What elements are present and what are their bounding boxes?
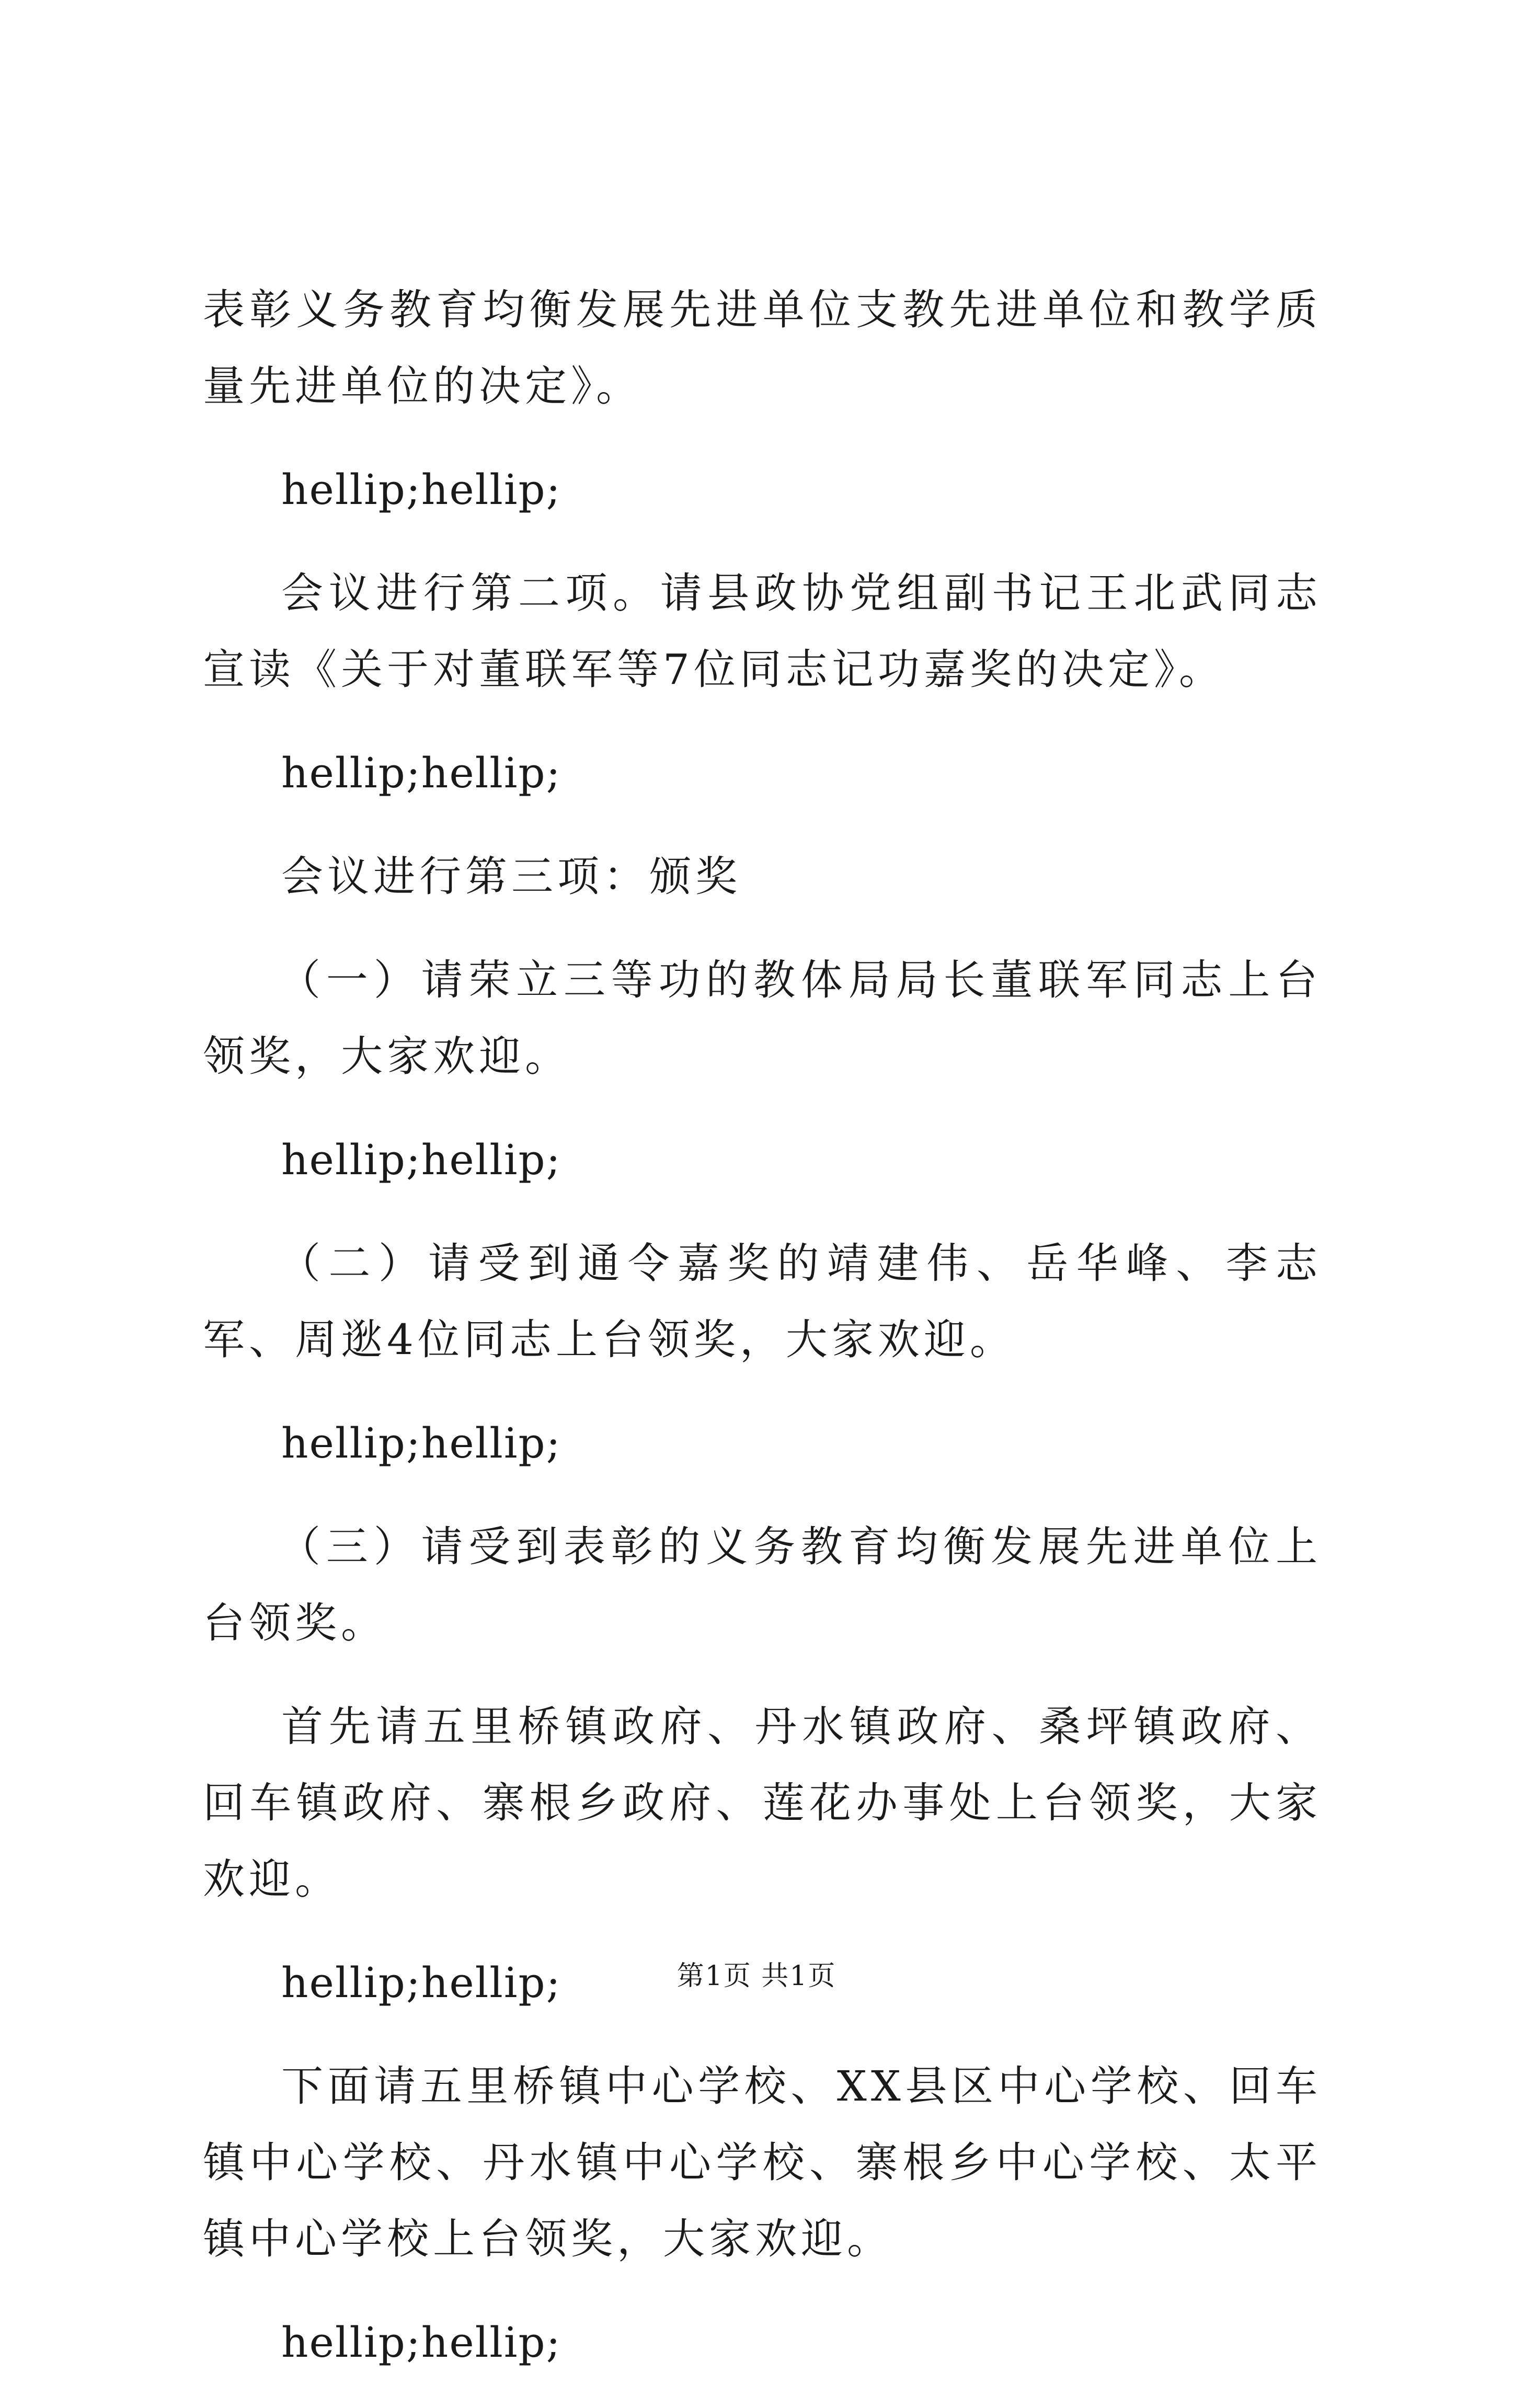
document-body — [203, 272, 1322, 2408]
paragraph-decision-continuation: 表彰义务教育均衡发展先进单位支教先进单位和教学质量先进单位的决定》。 — [203, 285, 1322, 410]
paragraph-award-one: （一）请荣立三等功的教体局局长董联军同志上台领奖，大家欢迎。 — [203, 956, 1322, 1081]
ellipsis-line: hellip;hellip; — [281, 749, 561, 797]
paragraph-town-governments: 首先请五里桥镇政府、丹水镇政府、桑坪镇政府、回车镇政府、寨根乡政府、莲花办事处上台领奖，大家欢迎。 — [203, 1702, 1322, 1904]
paragraph-item-three: 会议进行第三项：颁奖 — [281, 852, 741, 901]
paragraph-award-two: （二）请受到通令嘉奖的靖建伟、岳华峰、李志军、周逖4位同志上台领奖，大家欢迎。 — [203, 1239, 1322, 1364]
ellipsis-line: hellip;hellip; — [281, 1136, 561, 1184]
ellipsis-line: hellip;hellip; — [281, 1419, 561, 1467]
ellipsis-line: hellip;hellip; — [281, 1958, 561, 2007]
page-footer: 第1页 共1页 — [677, 1960, 836, 1992]
ellipsis-line: hellip;hellip; — [281, 2318, 561, 2367]
paragraph-item-two: 会议进行第二项。请县政协党组副书记王北武同志宣读《关于对董联军等7位同志记功嘉奖的决定》。 — [203, 569, 1322, 694]
ellipsis-line: hellip;hellip; — [281, 465, 561, 514]
paragraph-central-schools: 下面请五里桥镇中心学校、XX县区中心学校、回车镇中心学校、丹水镇中心学校、寨根乡中心学校、太平镇中心学校上台领奖，大家欢迎。 — [203, 2062, 1322, 2263]
paragraph-award-three: （三）请受到表彰的义务教育均衡发展先进单位上台领奖。 — [203, 1522, 1322, 1647]
